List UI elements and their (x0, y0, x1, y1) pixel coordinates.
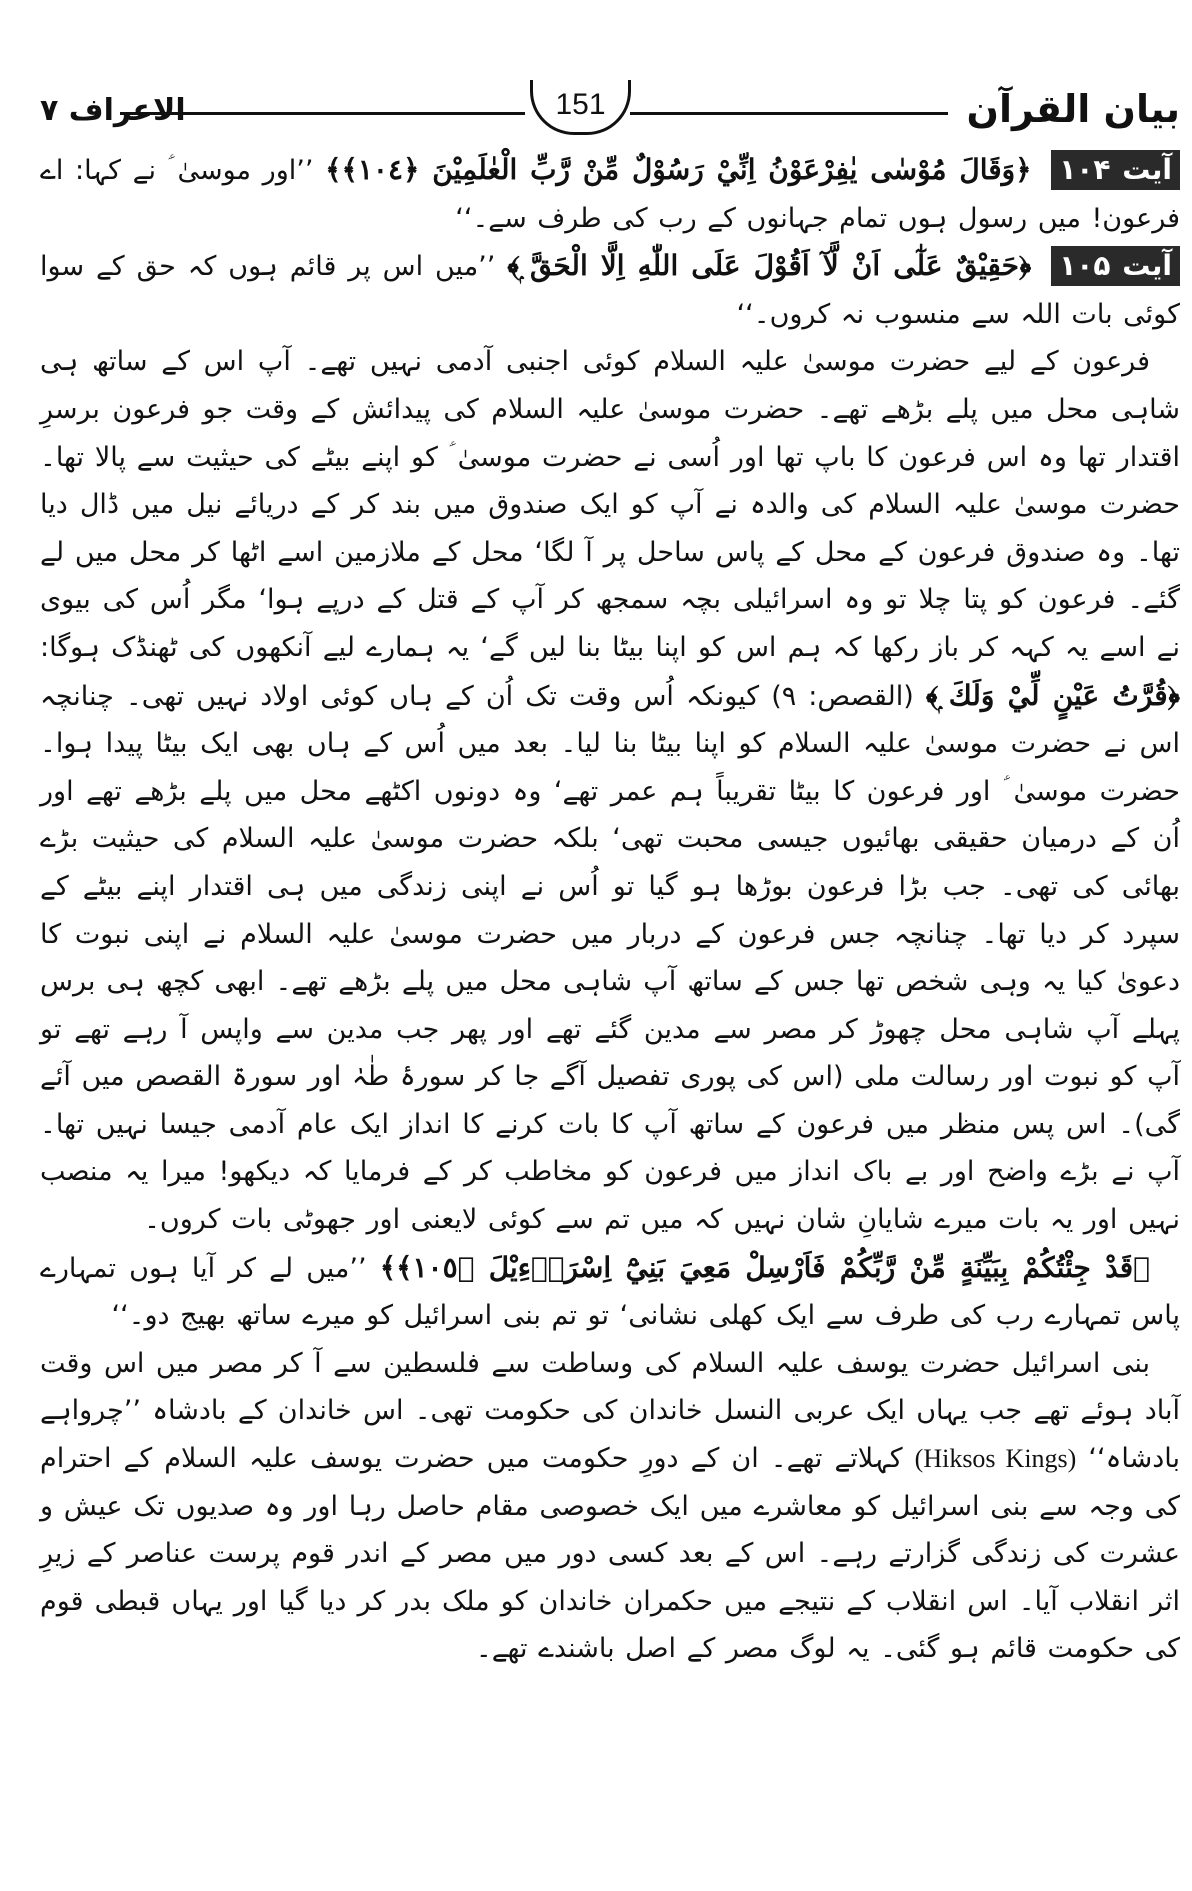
book-page (40, 82, 1180, 1872)
ayah-105-arabic: ﴿حَقِيْقٌ عَلٰٓى اَنْ لَّآ اَقُوْلَ عَلَى اللّٰهِ اِلَّا الْحَقَّ ۭ﴾ (507, 249, 1032, 283)
ayah-104-block (40, 146, 1180, 242)
ayah-104-arabic: ﴿وَقَالَ مُوْسٰى يٰفِرْعَوْنُ اِنِّيْ رَسُوْلٌ مِّنْ رَّبِّ الْعٰلَمِيْنَ ﴿١٠٤﴾﴾ (325, 153, 1032, 186)
ayah-105-block (40, 242, 1180, 338)
commentary-1-quote: ﴿قُرَّتُ عَيْنٍ لِّيْ وَلَكَ ۭ﴾ (925, 678, 1180, 712)
page-content (40, 146, 1180, 1673)
commentary-2-latin: (Hiksos Kings) (914, 1444, 1077, 1474)
ayah-104-translation: ’’اور موسیٰ ؑ نے کہا: اے فرعون! میں رسول ہوں تمام جہانوں کے رب کی طرف سے۔‘‘ (40, 155, 1180, 234)
header-rule-right (630, 112, 948, 115)
commentary-2-text-b: کہلاتے تھے۔ ان کے دورِ حکومت میں حضرت یوسف علیہ السلام کے احترام کی وجہ سے بنی اسرائیل کو معاشرے میں ایک خصوصی مقام حاصل رہا اور وہ صدیوں تک عیش و عشرت کی زندگی گزارتے رہے۔ اس کے بعد کسی دور میں مصر کے اندر قوم پرست عناصر کے زیرِ اثر انقلاب آیا۔ اس انقلاب کے نتیجے میں حکمران خاندان کو ملک بدر کر دیا گیا اور یہاں قبطی قوم کی حکومت قائم ہو گئی۔ یہ لوگ مصر کے اصل باشندے تھے۔ (40, 1443, 1180, 1665)
commentary-1-text-b: (القصص: ۹) کیونکہ اُس وقت تک اُن کے ہاں کوئی اولاد نہیں تھی۔ چنانچہ اس نے حضرت موسیٰ علیہ السلام کو اپنا بیٹا بنا لیا۔ بعد میں اُس کے ہاں بھی ایک بیٹا پیدا ہوا۔ حضرت موسیٰ ؑ اور فرعون کا بیٹا تقریباً ہم عمر تھے‘ وہ دونوں اکٹھے محل میں پلے بڑھے تھے اور اُن کے درمیان حقیقی بھائیوں جیسی محبت تھی‘ بلکہ حضرت موسیٰ علیہ السلام کی حیثیت بڑے بھائی کی تھی۔ جب بڑا فرعون بوڑھا ہو گیا تو اُس نے اپنی زندگی میں ہی اقتدار اپنے بیٹے کے سپرد کر دیا تھا۔ چنانچہ جس فرعون کے دربار میں حضرت موسیٰ علیہ السلام نے اپنی نبوت کا دعویٰ کیا یہ وہی شخص تھا جس کے ساتھ آپ شاہی محل میں پلے بڑھے تھے۔ ابھی کچھ ہی برس پہلے آپ شاہی محل چھوڑ کر مصر سے مدین گئے تھے اور پھر جب مدین سے واپس آ رہے تھے تو آپ کو نبوت اور رسالت ملی (اس کی پوری تفصیل آگے جا کر سورۂ طٰہٰ اور سورۃ القصص میں آئے گی)۔ اس پس منظر میں فرعون کے ساتھ آپ کا بات کرنے کا انداز ایک عام آدمی جیسا نہیں تھا۔ آپ نے بڑے واضح اور بے باک انداز میں فرعون کو مخاطب کر کے فرمایا کہ دیکھو! میرا یہ منصب نہیں اور یہ بات میرے شایانِ شان نہیں کہ میں تم سے کوئی لایعنی اور جھوٹی بات کروں۔ (40, 680, 1180, 1236)
page-header (40, 82, 1180, 142)
commentary-paragraph-2 (40, 1340, 1180, 1673)
surah-name: الاعراف ۷ (40, 93, 186, 128)
commentary-paragraph-1 (40, 338, 1180, 1243)
ayah-105-continuation-translation: ’’میں لے کر آیا ہوں تمہارے پاس تمہارے رب کی طرف سے ایک کھلی نشانی‘ تو تم بنی اسرائیل کو میرے ساتھ بھیج دو۔‘‘ (40, 1252, 1180, 1332)
ayah-105-continuation-arabic: ﴿قَدْ جِئْتُكُمْ بِبَيِّنَةٍ مِّنْ رَّبِّكُمْ فَاَرْسِلْ مَعِيَ بَنِيْٓ اِسْرَاۗءِيْلَ ﴿١٠٥﴾﴾ (379, 1250, 1150, 1284)
ayah-104-badge: آیت ۱۰۴ (1051, 150, 1180, 190)
commentary-2-text-a: بنی اسرائیل حضرت یوسف علیہ السلام کی وساطت سے فلسطین سے آ کر مصر میں اس وقت آباد ہوئے تھے جب یہاں ایک عربی النسل خاندان کی حکومت تھی۔ اس خاندان کے بادشاہ ’’چرواہے بادشاہ‘‘ (40, 1347, 1181, 1475)
ayah-105-translation: ’’میں اس پر قائم ہوں کہ حق کے سوا کوئی بات اللہ سے منسوب نہ کروں۔‘‘ (40, 251, 1180, 330)
commentary-1-text-a: فرعون کے لیے حضرت موسیٰ علیہ السلام کوئی اجنبی آدمی نہیں تھے۔ آپ اس کے ساتھ ہی شاہی محل میں پلے بڑھے تھے۔ حضرت موسیٰ علیہ السلام کی پیدائش کے وقت جو فرعون برسرِ اقتدار تھا وہ اس فرعون کا باپ تھا اور اُسی نے حضرت موسیٰ ؑ کو اپنے بیٹے کی حیثیت سے پالا تھا۔ حضرت موسیٰ علیہ السلام کی والدہ نے آپ کو ایک صندوق میں بند کر کے دریائے نیل میں ڈال دیا تھا۔ وہ صندوق فرعون کے محل کے پاس ساحل پر آ لگا‘ محل کے ملازمین اسے اٹھا کر محل میں لے گئے۔ فرعون کو پتا چلا تو وہ اسرائیلی بچہ سمجھ کر آپ کے قتل کے درپے ہوا‘ مگر اُس کی بیوی نے اسے یہ کہہ کر باز رکھا کہ ہم اس کو اپنا بیٹا بنا لیں گے‘ یہ ہمارے لیے آنکھوں کی ٹھنڈک ہوگا: (40, 346, 1180, 663)
ayah-105-badge: آیت ۱۰۵ (1051, 246, 1180, 286)
book-title: بیان القرآن (966, 87, 1180, 131)
page-number: 151 (530, 80, 631, 135)
ayah-105-continuation-block (40, 1244, 1180, 1340)
